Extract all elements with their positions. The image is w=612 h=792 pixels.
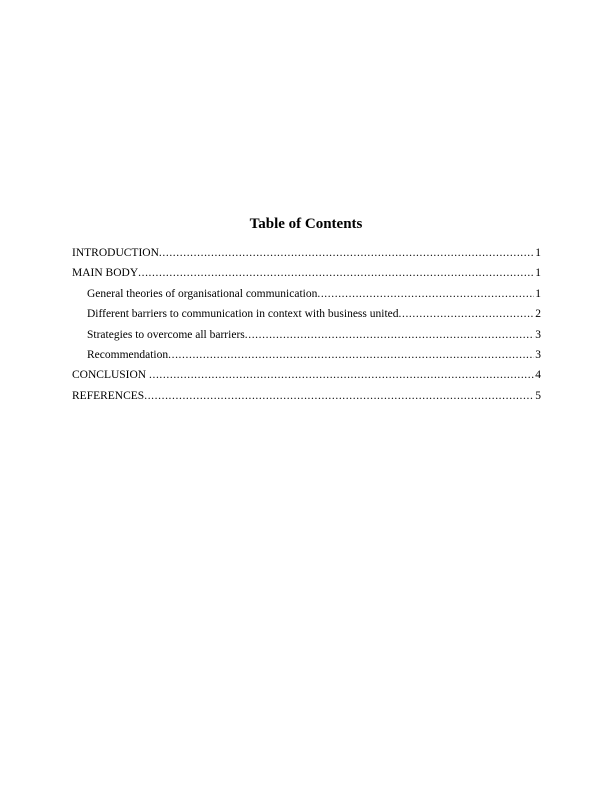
toc-entry-label: MAIN BODY [72, 267, 139, 280]
toc-entry-page: 2 [535, 308, 541, 321]
toc-entry-label: REFERENCES [72, 389, 145, 402]
toc-entry-page: 1 [535, 287, 541, 300]
toc-entry-recommendation[interactable] [72, 348, 541, 368]
toc-entry-page: 1 [535, 247, 541, 259]
dot-leader [399, 307, 535, 321]
toc-entry-main-body[interactable] [72, 266, 541, 286]
toc-list [72, 246, 541, 409]
toc-entry-page: 4 [535, 369, 541, 382]
toc-title: Table of Contents [249, 216, 363, 232]
dot-leader [159, 246, 534, 260]
toc-entry-label: Strategies to overcome all barriers [87, 328, 245, 341]
toc-entry-label: INTRODUCTION [72, 247, 159, 259]
toc-entry-label: Different barriers to communication in context with business united [87, 308, 399, 321]
toc-entry-general-theories[interactable] [72, 287, 541, 307]
toc-entry-different-barriers[interactable] [72, 307, 541, 327]
dot-leader [138, 266, 534, 280]
dot-leader [168, 348, 534, 362]
dot-leader [149, 368, 534, 382]
dot-leader [144, 389, 534, 403]
toc-entry-strategies[interactable] [72, 328, 541, 348]
toc-entry-introduction[interactable] [72, 246, 541, 266]
dot-leader [245, 328, 535, 342]
toc-entry-label: CONCLUSION [72, 369, 149, 382]
dot-leader [317, 287, 534, 301]
toc-entry-label: Recommendation [87, 348, 169, 361]
toc-entry-page: 3 [535, 328, 541, 341]
toc-entry-page: 1 [535, 267, 541, 280]
toc-entry-conclusion[interactable] [72, 368, 541, 388]
toc-entry-references[interactable] [72, 389, 541, 409]
toc-entry-page: 5 [535, 389, 541, 402]
toc-entry-label: General theories of organisational communication [87, 287, 318, 300]
toc-entry-page: 3 [535, 348, 541, 361]
